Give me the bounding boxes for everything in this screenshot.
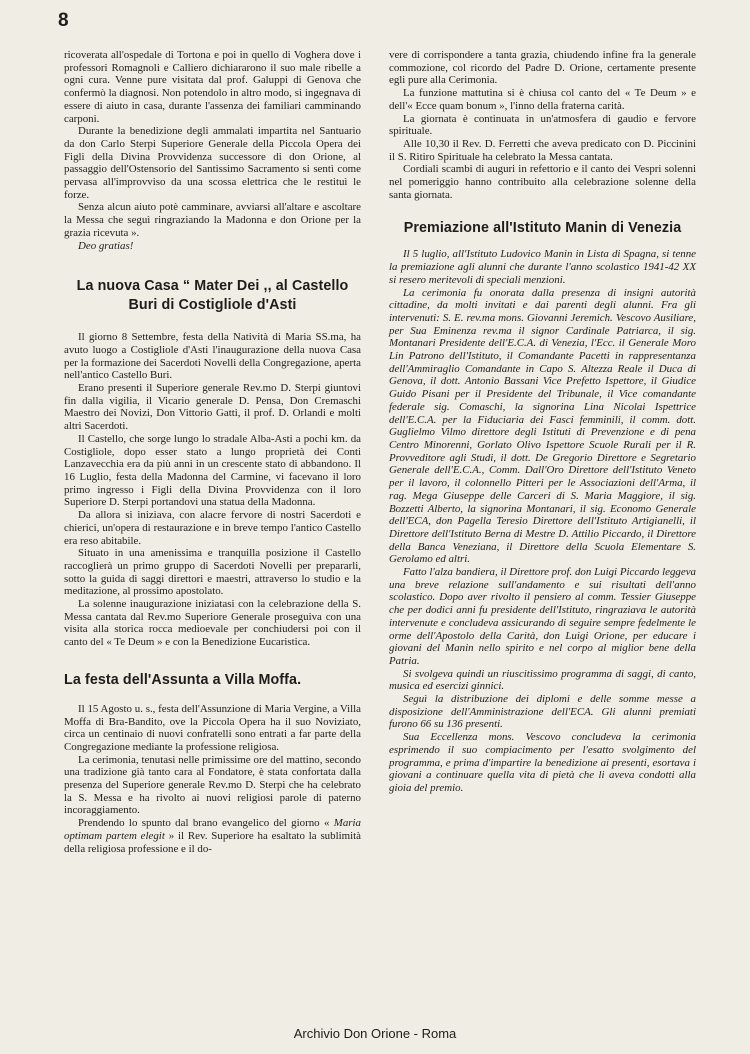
paragraph: Il Castello, che sorge lungo lo stradale Alba-Asti a pochi km. da Costigliole, dopo esser stato a lungo proprietà dei Conti Lanzavecchia era da più anni in un crescente stato di abbandono. Il 16 Luglio, festa della Madonna del Carmine, vi facevano il loro primo ingresso i Figli della Divina Provvidenza con il loro Superiore D. Sterpi portandovi una statua della Madonna. (64, 432, 361, 509)
paragraph: Il 5 luglio, all'Istituto Ludovico Manin in Lista di Spagna, si tenne la premiazione agli alunni che durante l'anno scolastico 1941-42 XX si resero meritevoli di speciali menzioni. (389, 248, 696, 286)
paragraph: La funzione mattutina si è chiusa col canto del « Te Deum » e dell'« Ecce quam bonum », l'inno della fraterna carità. (389, 87, 696, 112)
text-run: » il Rev. Superiore ha esaltato la sublimità della religiosa professione e il do- (64, 829, 361, 855)
paragraph: ricoverata all'ospedale di Tortona e poi in quello di Voghera dove i professori Romagnoli e Calliero dichiararono il suo male ribelle a ogni cura. Venne pure visitata dal prof. Galuppi di Genova che confermò la diagnosi. Non potendolo in altro modo, si ingegnava di essere di aiuto in casa, durante l'assenza dei familiari camminando carponi. (64, 49, 361, 125)
paragraph: La cerimonia, tenutasi nelle primissime ore del mattino, secondo una tradizione già tanto cara al Fondatore, è stata confortata dalla presenza del Superiore generale Rev.mo D. Sterpi che ha celebrato la S. Messa e ha rivolto ai nuovi religiosi parole di paterno incoraggiamento. (64, 753, 361, 817)
paragraph: Situato in una amenissima e tranquilla posizione il Castello raccoglierà un primo gruppo di Sacerdoti Novelli per prepararli, sotto la guida di saggi direttori e maestri, attraverso lo studio e la meditazione, al prossimo apostolato. (64, 547, 361, 598)
paragraph: Da allora si iniziava, con alacre fervore di nostri Sacerdoti e chierici, un'opera di restaurazione e in breve tempo l'antico Castello era reso abitabile. (64, 509, 361, 547)
paragraph: Durante la benedizione degli ammalati impartita nel Santuario da don Carlo Sterpi Superiore Generale della Piccola Opera dei Figli della Divina Provvidenza successore di don Orione, al passaggio dell'Ostensorio del Santissimo Sacramento si sentì come pervasa all'improvviso da una scossa elettrica che le restituì le forze. (64, 125, 361, 201)
paragraph: La giornata è continuata in un'atmosfera di gaudio e fervore spirituale. (389, 112, 696, 138)
paragraph: vere di corrispondere a tanta grazia, chiudendo infine fra la generale commozione, col ricordo del Padre D. Orione, certamente presente egli pure alla Cerimonia. (389, 49, 696, 87)
text-run: Prendendo lo spunto dal brano evangelico del giorno « (78, 817, 334, 830)
page-number: 8 (58, 10, 69, 31)
paragraph: Senza alcun aiuto potè camminare, avviarsi all'altare e ascoltare la Messa che seguì ringraziando la Madonna e don Orione per la grazia ricevuta ». (64, 201, 361, 239)
paragraph: La cerimonia fu onorata dalla presenza di insigni autorità cittadine, da molti invitati e dai parenti degli alunni. Fra gli intervenuti: S. E. rev.ma mons. Giovanni Jeremich. Vescovo Ausiliare, per Sua Eminenza rev.ma il signor Cardinale Patriarca, il sig. Montanari Presidente dell'E.C.A. di Venezia, l'Ecc. il Generale Moro Lin Patrono dell'Istituto, il Comandante Pacetti in rappresentanza dell'Ammiraglio Comandante in Capo S. Altezza Reale il Duca di Genova, il dott. Antonio Bassani Vice Prefetto Ispettore, il Giudice Guido Pisani per il Presidente del Tribunale, il Vice comandante federale sig. Comaschi, la signorina Lina Nicolai Ispettrice dell'E.C.A. per la Fiduciaria dei Fasci femminili, il comm. dott. Guglielmo Vilmo direttore degli Istituti di Prevenzione e di pena Centro Minorenni, Gorlato Olivo Ispettore Scuole Rurali per il R. Provveditore agli Studi, il dott. De Gregorio Direttore e Segretario Generale dell'E.C.A., Comm. Dall'Oro Direttore dell'Istituto Veneto per il lavoro, il colonnello Pitteri per le Associazioni dell'Arma, il rag. Mega Giuseppe delle Carceri di S. Maria Maggiore, il sig. Bozzetti Alberto, la signorina Montanari, il sig. Economo Generale dell'ECA, don Pagella Teresio Direttore dell'Istituto Artigianelli, il Direttore dell'Istituto Berna di Mestre D. Attilio Piccardo, il Direttore della Banca Veneziana, il Direttore della Scuola Elementare S. Gerolamo ed altri. (389, 286, 696, 566)
heading-line: Buri di Costigliole d'Asti (128, 297, 297, 314)
paragraph: Il giorno 8 Settembre, festa della Natività di Maria SS.ma, ha avuto luogo a Costigliole d'Asti l'inaugurazione della nuova Casa per la formazione dei Sacerdoti Novelli della Congregazione, aperta nell'antico Castello Buri. (64, 331, 361, 382)
paragraph: Il 15 Agosto u. s., festa dell'Assunzione di Maria Vergine, a Villa Moffa di Bra-Bandito, ove la Piccola Opera ha il suo Noviziato, circa un centinaio di nuovi confratelli sono entrati a far parte della Congregazione mediante la professione religiosa. (64, 702, 361, 753)
paragraph: Seguì la distribuzione dei diplomi e delle somme messe a disposizione dell'Amministrazione dell'ECA. Gli alunni premiati furono 66 su 136 presenti. (389, 693, 696, 731)
left-column (64, 49, 361, 855)
paragraph: Cordiali scambi di auguri in refettorio e il canto dei Vespri solenni nel pomeriggio hanno contribuito alla celebrazione solenne della santa giornata. (389, 163, 696, 201)
section-heading-mater-dei (64, 277, 361, 315)
archive-footer: Archivio Don Orione - Roma (293, 1026, 457, 1041)
paragraph: La solenne inaugurazione iniziatasi con la celebrazione della S. Messa cantata dal Rev.mo Superiore Generale proseguiva con una visita alla storica rocca medioevale per conchiudersi poi con il canto del « Te Deum » e con la Benedizione Eucaristica. (64, 598, 361, 649)
section-heading-manin: Premiazione all'Istituto Manin di Venezia (403, 220, 682, 237)
paragraph: Erano presenti il Superiore generale Rev.mo D. Sterpi giuntovi fin dalla vigilia, il Vicario generale D. Pensa, Don Cremaschi Maestro dei Novizi, Don Vittorio Gatti, il prof. D. Orlandi e molti altri Sacerdoti. (64, 382, 361, 433)
closing-exclamation: Deo gratias! (78, 239, 134, 252)
paragraph: Alle 10,30 il Rev. D. Ferretti che aveva predicato con D. Piccinini il S. Ritiro Spirituale ha celebrato la Messa cantata. (389, 137, 696, 163)
paragraph: Sua Eccellenza mons. Vescovo concludeva la cerimonia esprimendo il suo compiacimento per l'esatto svolgimento del programma, e prima d'impartire la benedizione ai presenti, esortava i giovani a continuare quella vita di pietà che li aveva condotti alla gioia del premio. (389, 731, 696, 794)
heading-line: La nuova Casa “ Mater Dei ,, al Castello (76, 278, 349, 295)
section-heading-villa-moffa: La festa dell'Assunta a Villa Moffa. (64, 671, 302, 688)
latin-quote: Maria optimam partem elegit (64, 817, 361, 842)
right-column (389, 49, 696, 795)
paragraph (64, 817, 361, 855)
paragraph: Si svolgeva quindi un riuscitissimo programma di saggi, di canto, musica ed esercizi ginnici. (389, 667, 696, 693)
paragraph: Fatto l'alza bandiera, il Direttore prof. don Luigi Piccardo leggeva una breve relazione sull'andamento e sui risultati dell'anno scolastico. Dopo aver rivolto il pensiero al comm. Tessier Giuseppe che per dodici anni fu presidente dell'Istituto, ringraziava le autorità intervenute e concludeva assicurando di seguire sempre fedelmente le orme dell'Apostolo della Carità, don Luigi Orione, per educare i giovani del Manin nello spirito e nel corpo al miglior bene della Patria. (389, 566, 696, 667)
